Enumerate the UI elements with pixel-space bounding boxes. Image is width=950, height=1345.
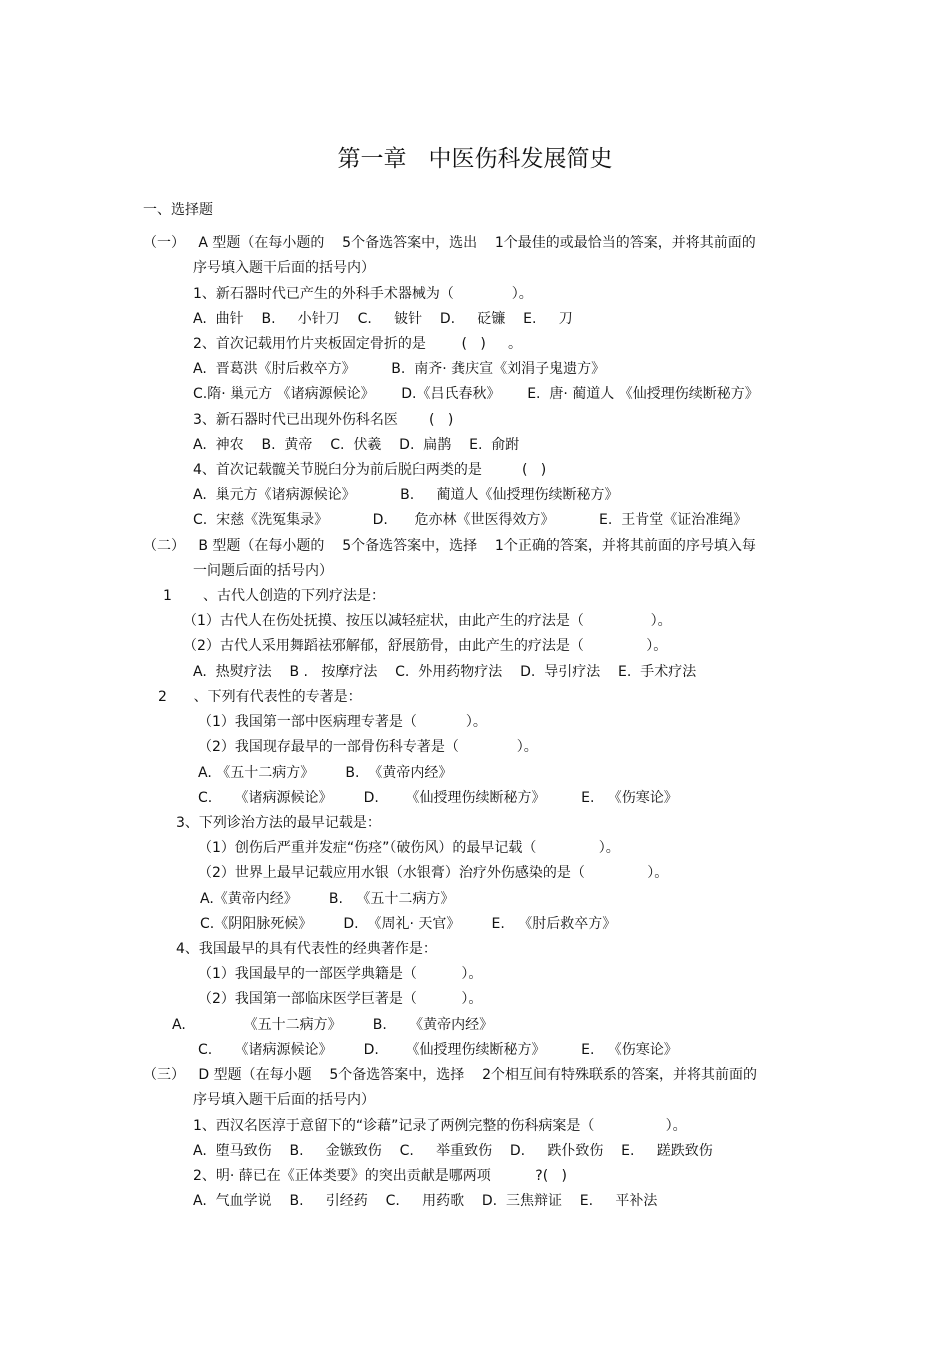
option-line: C. 《诸病源候论》 D. 《仙授理伤续断秘方》 E. 《伤寒论》 (198, 1042, 678, 1058)
question-line: 1、新石器时代已产生的外科手术器械为（ ）。 (193, 286, 533, 302)
option-line: A. 《五十二病方》 B. 《黄帝内经》 (198, 765, 453, 781)
question-line: 2 、下列有代表性的专著是： (158, 689, 362, 705)
sub-question-line: （1）我国第一部中医病理专著是（ ）。 (198, 714, 487, 730)
group-a-heading: （一） A 型题（在每小题的 5个备选答案中，选出 1个最佳的或最恰当的答案，并将其前面的 (143, 235, 756, 251)
group-d-heading-cont: 序号填入题干后面的括号内） (193, 1092, 375, 1108)
option-line: A. 巢元方《诸病源候论》 B. 蔺道人《仙授理伤续断秘方》 (193, 487, 619, 503)
sub-question-line: （2）世界上最早记载应用水银（水银膏）治疗外伤感染的是（ ）。 (198, 865, 669, 881)
option-line: A. 曲针 B. 小针刀 C. 铍针 D. 砭镰 E. 刀 (193, 311, 573, 327)
option-line: A. 《五十二病方》 B. 《黄帝内经》 (172, 1017, 494, 1033)
group-d-heading: （三） D 型题（在每小题 5个备选答案中，选择 2个相互间有特殊联系的答案，并将其前面的 (143, 1067, 757, 1083)
sub-question-line: （2）我国第一部临床医学巨著是（ ）。 (198, 991, 483, 1007)
question-line: 1 、古代人创造的下列疗法是： (163, 588, 386, 604)
group-b-heading: （二） B 型题（在每小题的 5个备选答案中，选择 1个正确的答案，并将其前面的序号填入每 (143, 538, 756, 554)
sub-question-line: （2）我国现存最早的一部骨伤科专著是（ ）。 (198, 739, 538, 755)
group-a-heading-cont: 序号填入题干后面的括号内） (193, 260, 375, 276)
chapter-title: 第一章 中医伤科发展简史 (337, 146, 613, 172)
question-line: 4、首次记载髋关节脱臼分为前后脱臼两类的是 ( ) (193, 462, 547, 478)
section-heading: 一、选择题 (143, 202, 213, 218)
option-line: C. 宋慈《洗冤集录》 D. 危亦林《世医得效方》 E. 王肯堂《证治准绳》 (193, 512, 748, 528)
option-line: C.《阴阳脉死候》 D. 《周礼· 天官》 E. 《肘后救卒方》 (200, 916, 617, 932)
question-line: 3、新石器时代已出现外伤科名医 ( ) (193, 412, 454, 428)
sub-question-line: （1）古代人在伤处抚摸、按压以减轻症状，由此产生的疗法是（ ）。 (183, 613, 672, 629)
option-line: C.隋· 巢元方 《诸病源候论》 D.《吕氏春秋》 E. 唐· 蔺道人 《仙授理伤续断秘方》 (193, 386, 759, 402)
sub-question-line: （1）我国最早的一部医学典籍是（ ）。 (198, 966, 483, 982)
sub-question-line: （1）创伤后严重并发症“伤痉”（破伤风）的最早记载（ ）。 (198, 840, 620, 856)
group-b-heading-cont: 一问题后面的括号内） (193, 563, 333, 579)
option-line: A. 晋葛洪《肘后救卒方》 B. 南齐· 龚庆宣《刘涓子鬼遗方》 (193, 361, 606, 377)
question-line: 2、明· 薛已在《正体类要》的突出贡献是哪两项 ?( ) (193, 1168, 568, 1184)
option-line: A. 堕马致伤 B. 金镞致伤 C. 举重致伤 D. 跌仆致伤 E. 蹉跌致伤 (193, 1143, 713, 1159)
option-line: A. 神农 B. 黄帝 C. 伏羲 D. 扁鹊 E. 俞跗 (193, 437, 520, 453)
option-line: C. 《诸病源候论》 D. 《仙授理伤续断秘方》 E. 《伤寒论》 (198, 790, 678, 806)
question-line: 2、首次记载用竹片夹板固定骨折的是 ( ) 。 (193, 336, 523, 352)
question-line: 3、下列诊治方法的最早记载是： (176, 815, 381, 831)
option-line: A.《黄帝内经》 B. 《五十二病方》 (200, 891, 455, 907)
sub-question-line: （2）古代人采用舞蹈祛邪解郁，舒展筋骨，由此产生的疗法是（ ）。 (183, 638, 668, 654)
option-line: A. 热熨疗法 B . 按摩疗法 C. 外用药物疗法 D. 导引疗法 E. 手术疗法 (193, 664, 697, 680)
question-line: 4、我国最早的具有代表性的经典著作是： (176, 941, 437, 957)
option-line: A. 气血学说 B. 引经药 C. 用药歌 D. 三焦辩证 E. 平补法 (193, 1193, 658, 1209)
question-line: 1、西汉名医淳于意留下的“诊藉”记录了两例完整的伤科病案是（ ）。 (193, 1118, 687, 1134)
